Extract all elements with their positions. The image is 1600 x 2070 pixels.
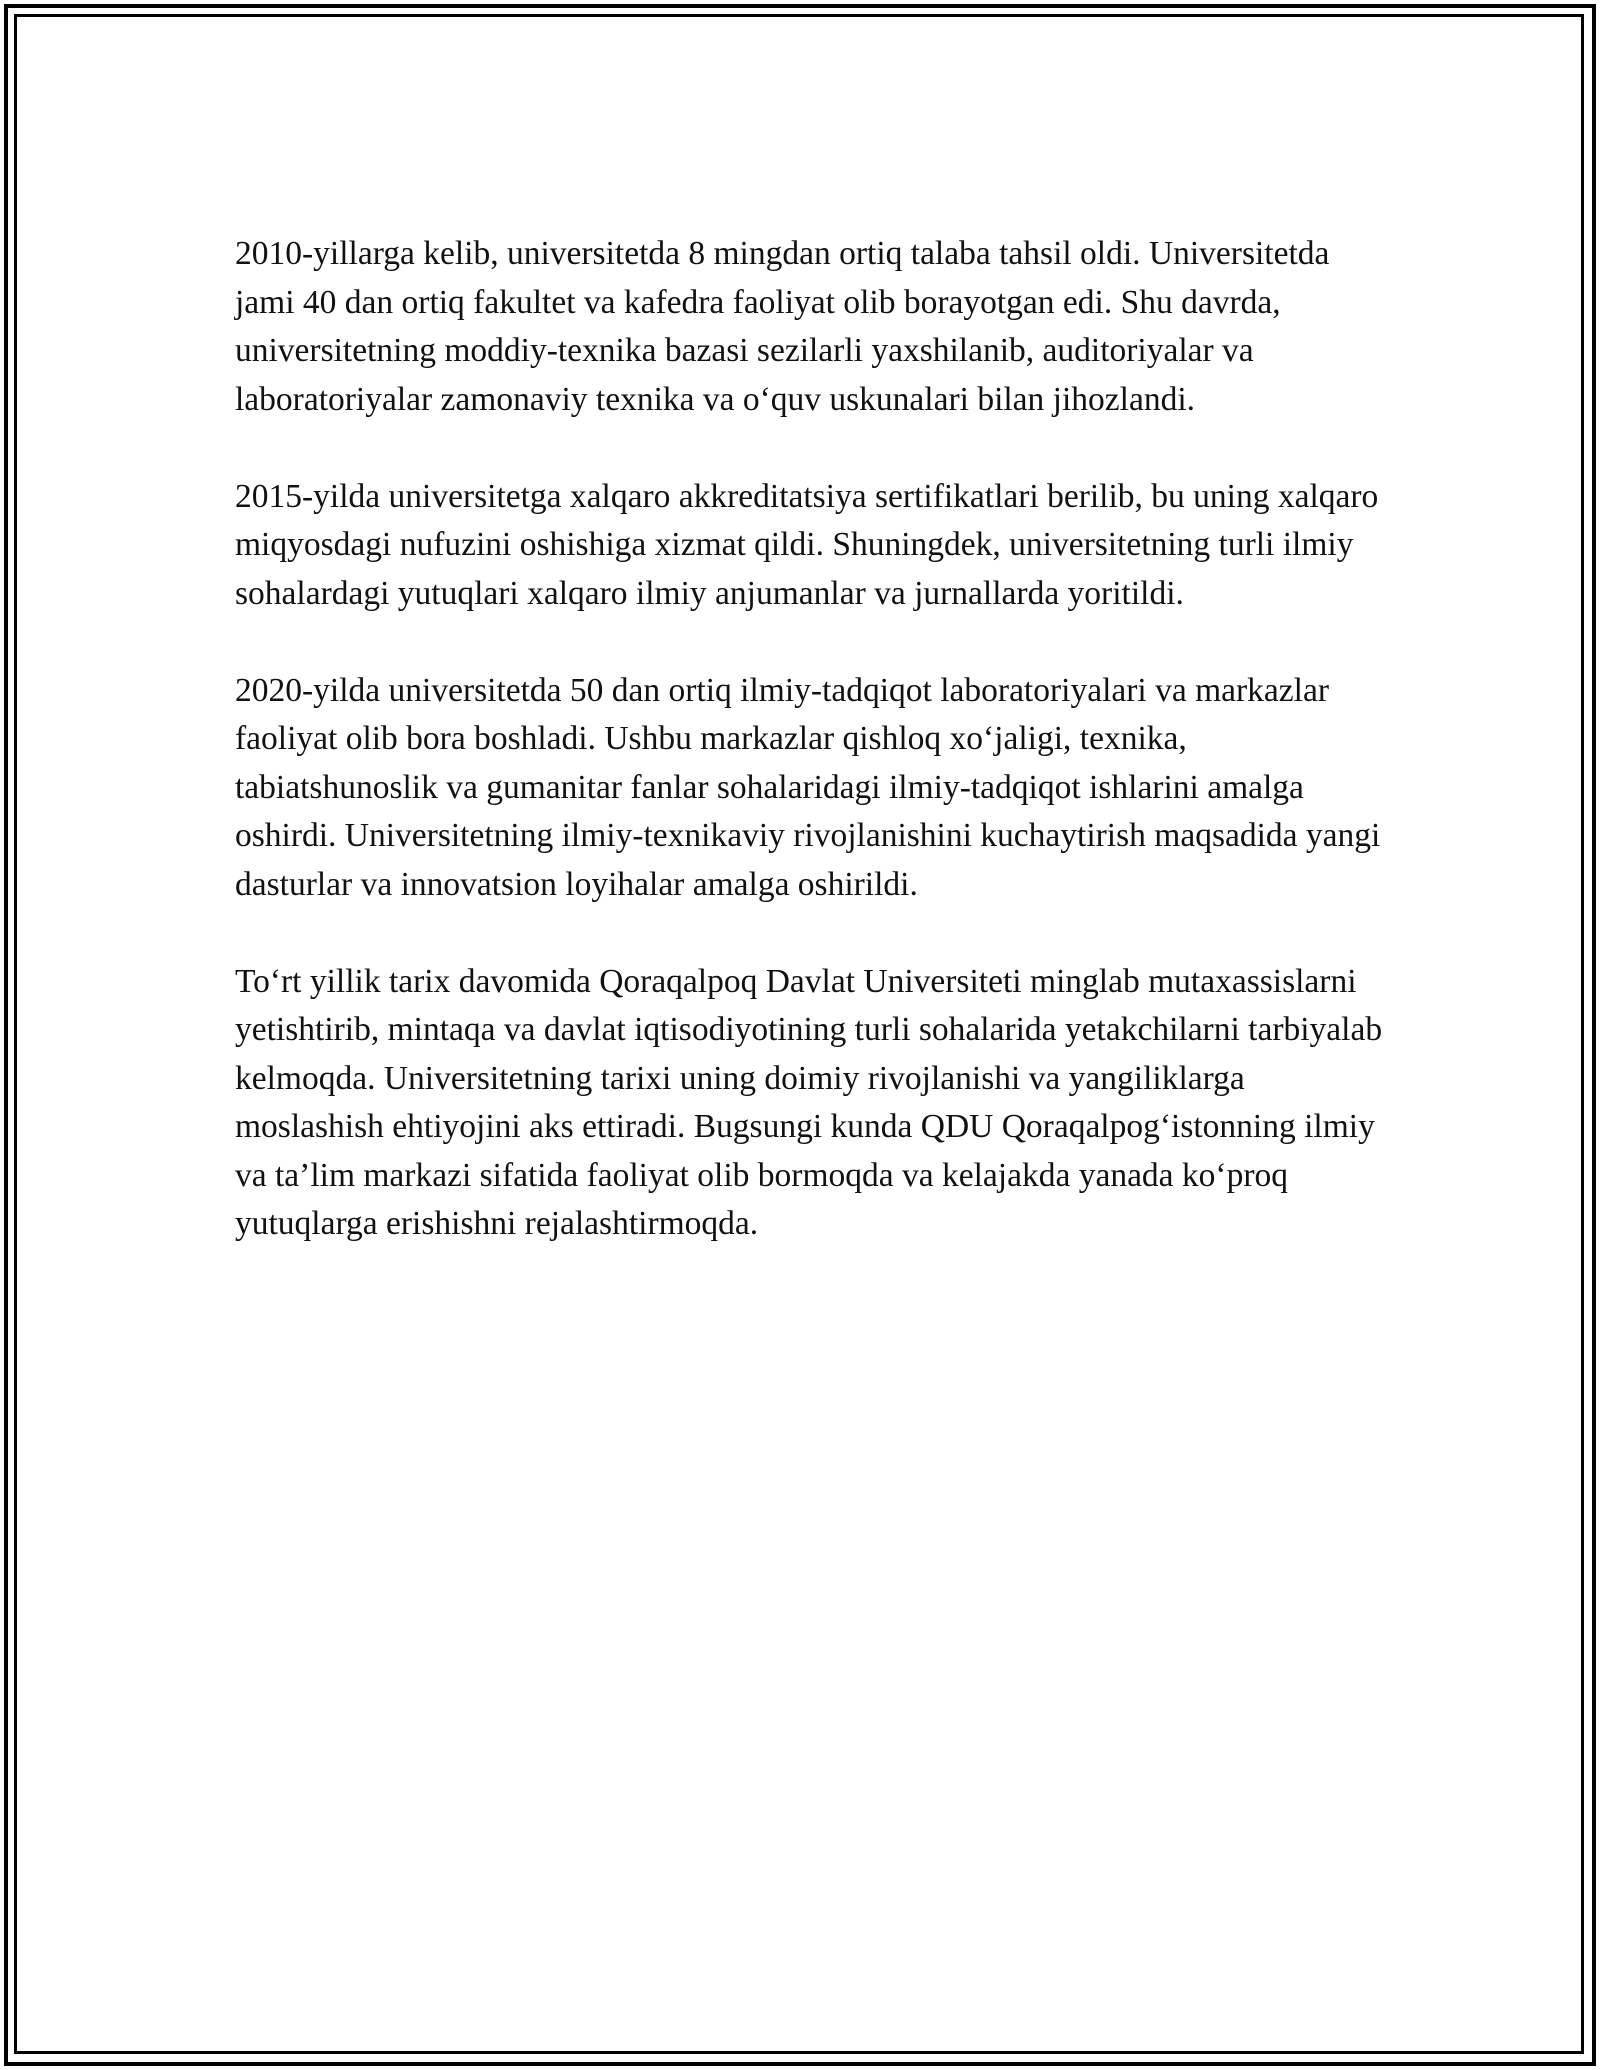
paragraph-2015: 2015-yilda universitetga xalqaro akkreditatsiya sertifikatlari berilib, bu uning xalqaro miqyosdagi nufuzini oshishiga xizmat qildi. Shuningdek, universitetning turli ilmiy sohalardagi yutuqlari xalqaro ilmiy anjumanlar va jurnallarda yoritildi. (235, 477, 1379, 612)
paragraph-2010: 2010-yillarga kelib, universitetda 8 mingdan ortiq talaba tahsil oldi. Universitetda jami 40 dan ortiq fakultet va kafedra faoliyat olib borayotgan edi. Shu davrda, universitetning moddiy-texnika bazasi sezilarli yaxshilanib, auditoriyalar va laboratoriyalar zamonaviy texnika va o‘quv uskunalari bilan jihozlandi. (235, 235, 1330, 418)
paragraph-2020: 2020-yilda universitetda 50 dan ortiq ilmiy-tadqiqot laboratoriyalari va markazlar faoliyat olib bora boshladi. Ushbu markazlar qishloq xo‘jaligi, texnika, tabiatshunoslik va gumanitar fanlar sohalaridagi ilmiy-tadqiqot ishlarini amalga oshirdi. Universitetning ilmiy-texnikaviy rivojlanishini kuchaytirish maqsadida yangi dasturlar va innovatsion loyihalar amalga oshirildi. (235, 671, 1381, 903)
paragraph-history-summary: To‘rt yillik tarix davomida Qoraqalpoq Davlat Universiteti minglab mutaxassislarni yetishtirib, mintaqa va davlat iqtisodiyotining turli sohalarida yetakchilarni tarbiyalab kelmoqda. Universitetning tarixi uning doimiy rivojlanishi va yangiliklarga moslashish ehtiyojini aks ettiradi. Bugsungi kunda QDU Qoraqalpog‘istonning ilmiy va ta’lim markazi sifatida faoliyat olib bormoqda va kelajakda yanada ko‘proq yutuqlarga erishishni rejalashtirmoqda. (235, 962, 1383, 1242)
document-body (235, 230, 1385, 1297)
